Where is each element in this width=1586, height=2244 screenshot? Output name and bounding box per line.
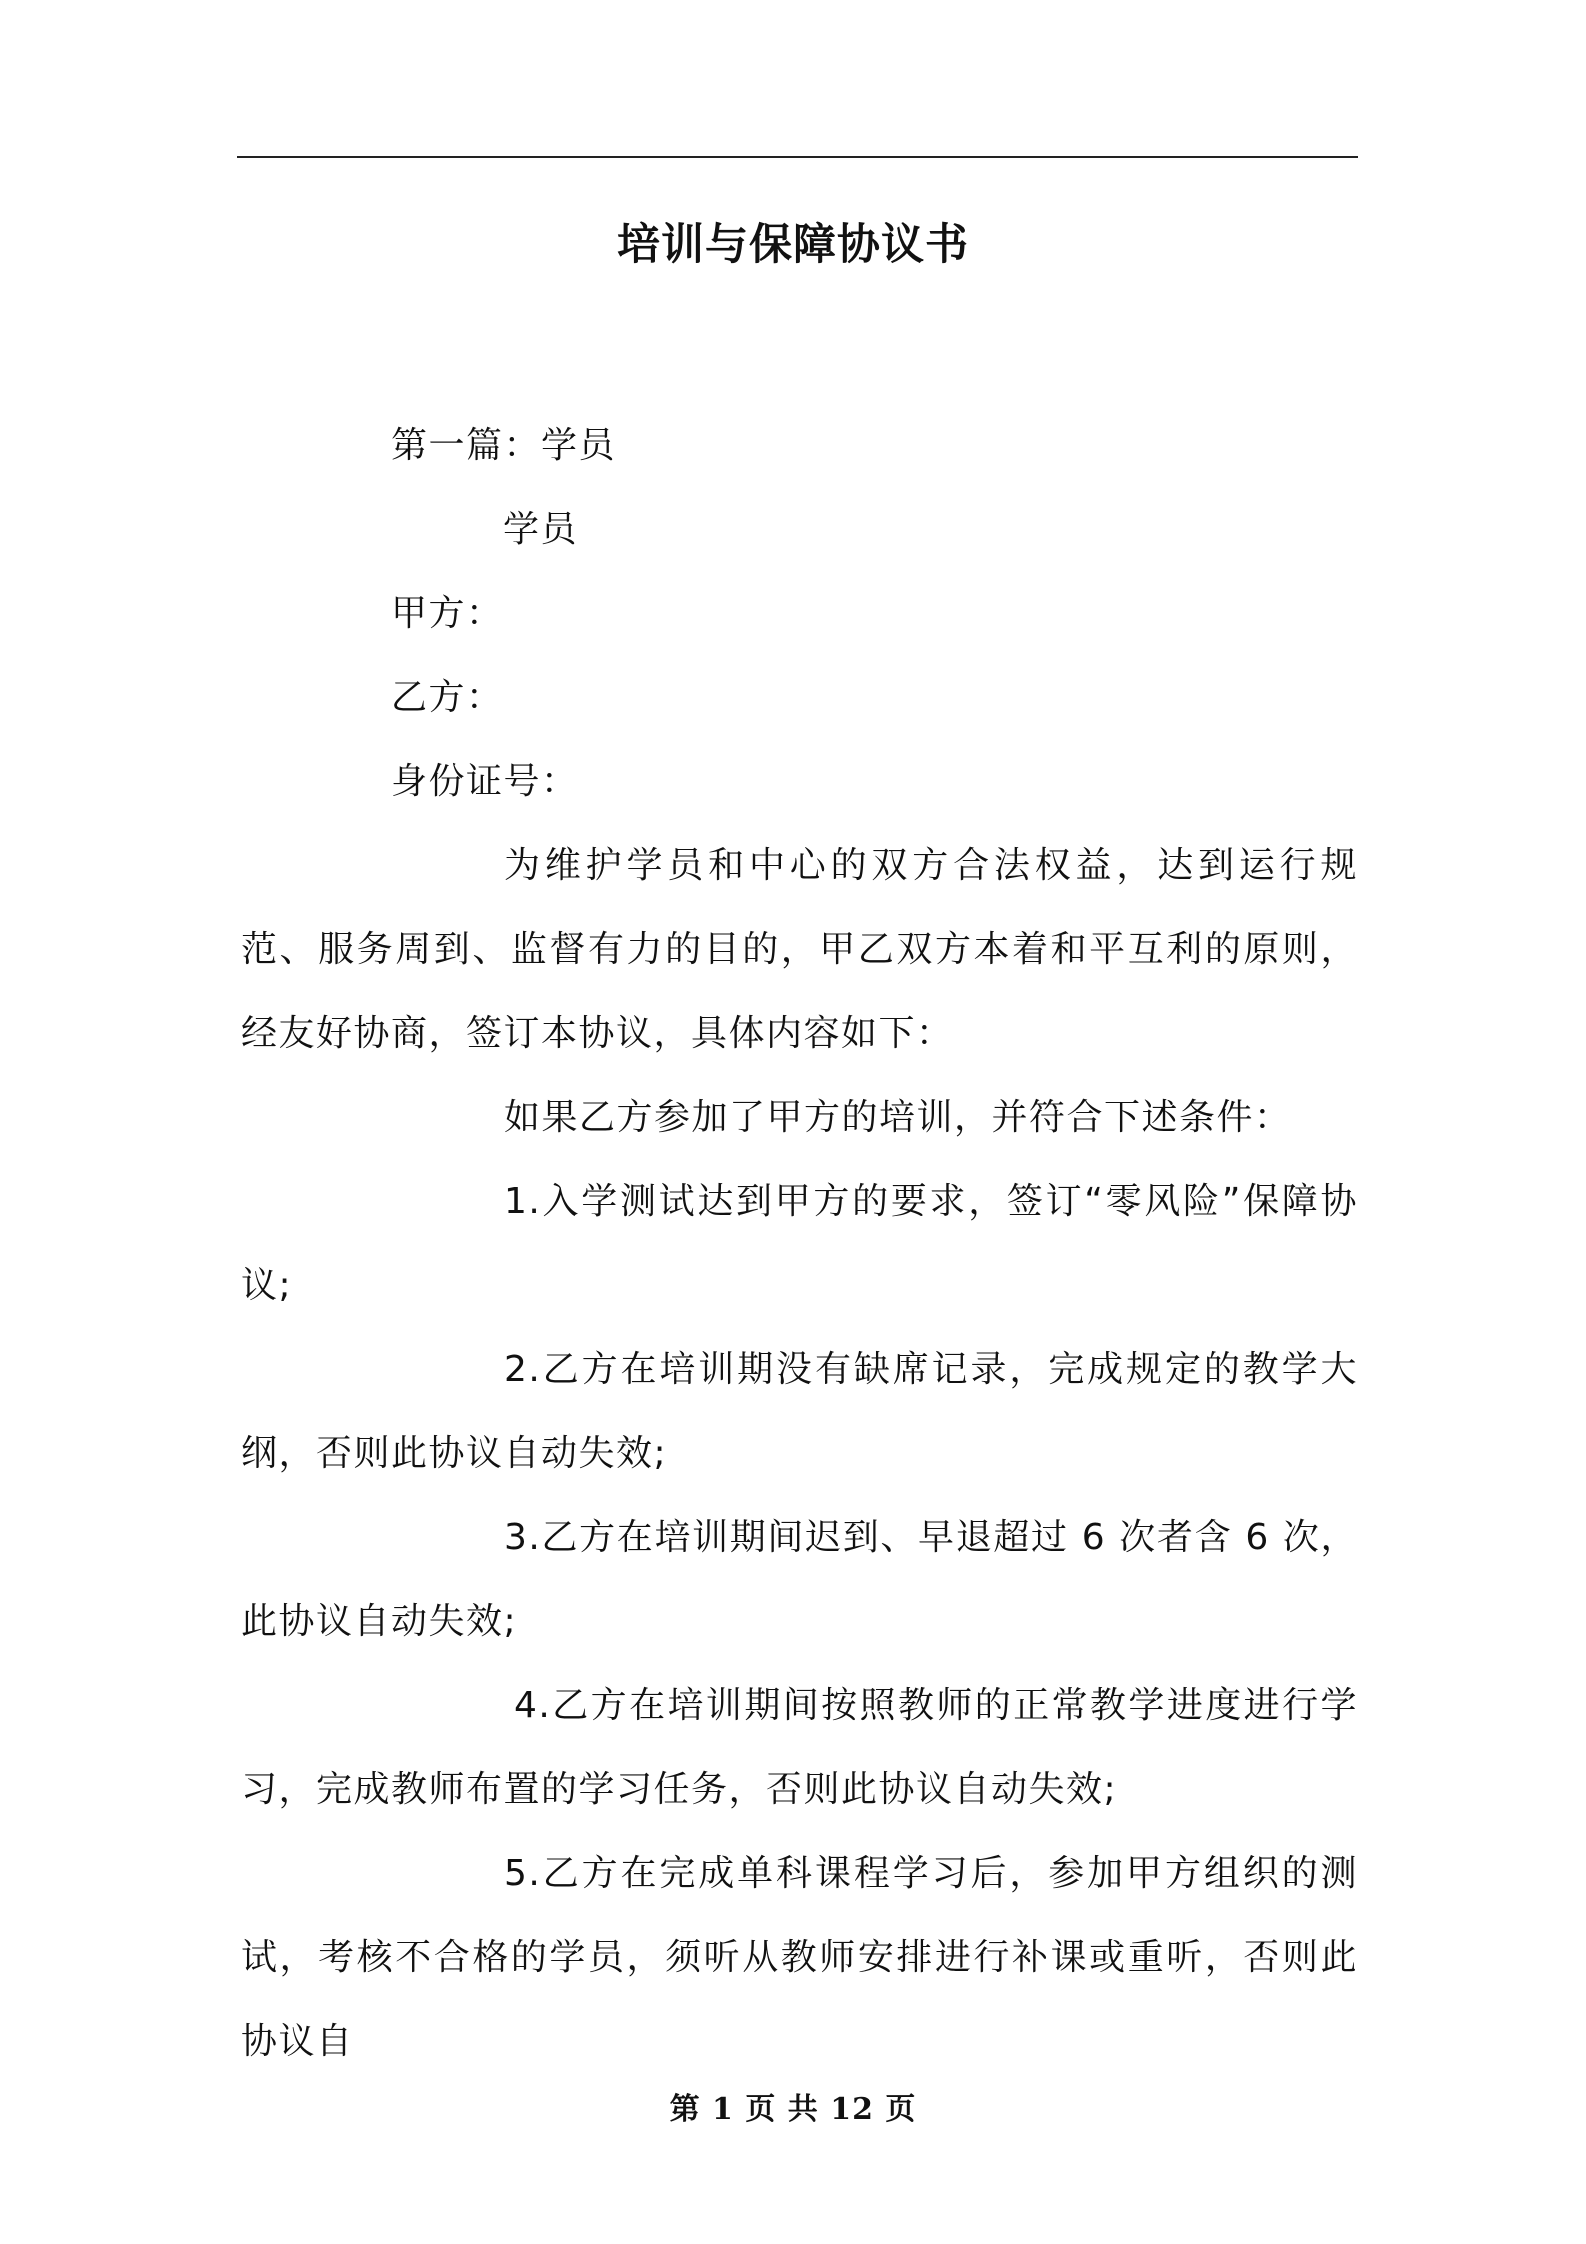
- header-rule: [237, 156, 1358, 158]
- id-number-label: 身份证号：: [391, 761, 579, 802]
- condition-item-4: 4.乙方在培训期间按照教师的正常教学进度进行学习，完成教师布置的学习任务，否则此协议自动失效;: [241, 1685, 1358, 1810]
- subheading: 学员: [503, 509, 579, 550]
- party-a-label: 甲方：: [391, 593, 504, 634]
- condition-item-3: 3.乙方在培训期间迟到、早退超过 6 次者含 6 次，此协议自动失效;: [241, 1517, 1358, 1642]
- condition-item-5: 5.乙方在完成单科课程学习后，参加甲方组织的测试，考核不合格的学员，须听从教师安排进行补课或重听，否则此协议自: [241, 1853, 1358, 2062]
- document-title: 培训与保障协议书: [617, 220, 969, 270]
- condition-item-2: 2.乙方在培训期没有缺席记录，完成规定的教学大纲，否则此协议自动失效;: [241, 1349, 1358, 1474]
- paragraph-intro: 为维护学员和中心的双方合法权益，达到运行规范、服务周到、监督有力的目的，甲乙双方本着和平互利的原则，经友好协商，签订本协议，具体内容如下：: [241, 845, 1358, 1054]
- paragraph-conditions: 如果乙方参加了甲方的培训，并符合下述条件：: [504, 1097, 1292, 1138]
- document-body: [241, 404, 1358, 2084]
- page-number-footer: 第 1 页 共 12 页: [669, 2092, 917, 2127]
- party-b-label: 乙方：: [391, 677, 504, 718]
- section-heading: 第一篇：学员: [391, 425, 617, 466]
- condition-item-1: 1.入学测试达到甲方的要求，签订“零风险”保障协议;: [241, 1181, 1358, 1306]
